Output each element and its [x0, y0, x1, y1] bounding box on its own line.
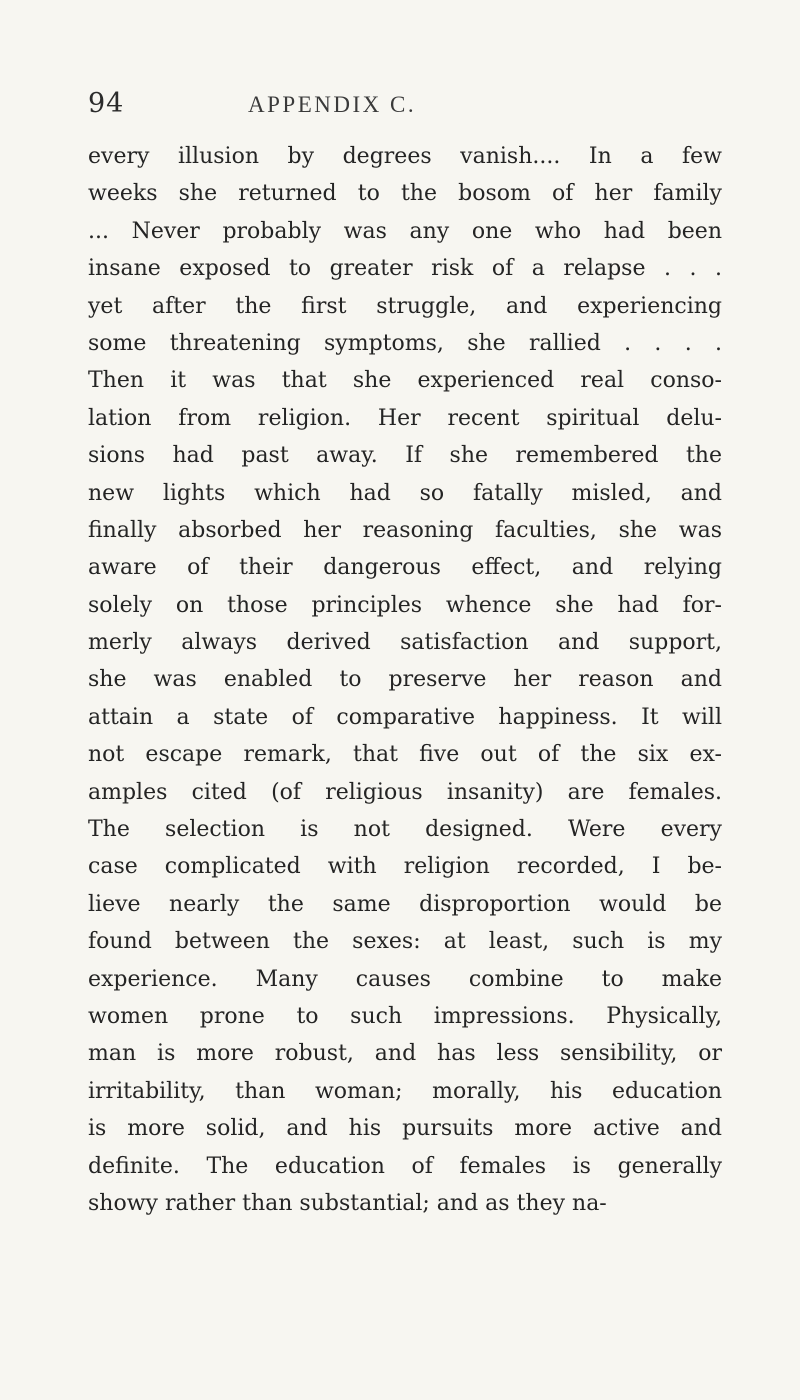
text-line: definite. The education of females is generally	[88, 1153, 722, 1179]
text-line: irritability, than woman; morally, his education	[88, 1078, 722, 1104]
text-line: case complicated with religion recorded, I be-	[88, 854, 722, 880]
text-line: amples cited (of religious insanity) are females.	[88, 779, 722, 805]
text-line: merly always derived satisfaction and support,	[88, 630, 722, 656]
running-head: APPENDIX C.	[248, 92, 417, 117]
text-line: experience. Many causes combine to make	[88, 966, 722, 992]
text-line: man is more robust, and has less sensibility, or	[88, 1041, 722, 1067]
text-line: The selection is not designed. Were every	[88, 817, 722, 843]
text-line: is more solid, and his pursuits more active and	[88, 1116, 722, 1142]
text-line: found between the sexes: at least, such is my	[88, 929, 722, 955]
text-line: solely on those principles whence she had for-	[88, 592, 722, 618]
text-line: lation from religion. Her recent spiritual delu-	[88, 405, 722, 431]
text-line: every illusion by degrees vanish.... In a few	[88, 144, 722, 169]
body-text	[88, 138, 722, 1222]
page-number: 94	[88, 88, 125, 119]
text-line: women prone to such impressions. Physically,	[88, 1003, 722, 1029]
text-line: some threatening symptoms, she rallied . . . .	[88, 330, 722, 356]
text-line: weeks she returned to the bosom of her family	[88, 181, 722, 207]
text-line: not escape remark, that five out of the six ex-	[88, 742, 722, 768]
text-line: ... Never probably was any one who had been	[88, 218, 722, 244]
page-header	[88, 88, 688, 128]
text-line: lieve nearly the same disproportion would be	[88, 891, 722, 917]
text-line: Then it was that she experienced real conso-	[88, 368, 722, 394]
text-line: attain a state of comparative happiness. It will	[88, 704, 722, 730]
text-line: aware of their dangerous effect, and relying	[88, 555, 722, 581]
text-line: showy rather than substantial; and as they na-	[88, 1190, 607, 1216]
text-line: yet after the first struggle, and experiencing	[88, 293, 722, 319]
text-line: insane exposed to greater risk of a relapse . . .	[88, 256, 722, 282]
text-line: new lights which had so fatally misled, and	[88, 480, 722, 506]
text-line: sions had past away. If she remembered the	[88, 443, 722, 469]
text-line: finally absorbed her reasoning faculties, she was	[88, 517, 722, 543]
text-line: she was enabled to preserve her reason and	[88, 667, 722, 693]
